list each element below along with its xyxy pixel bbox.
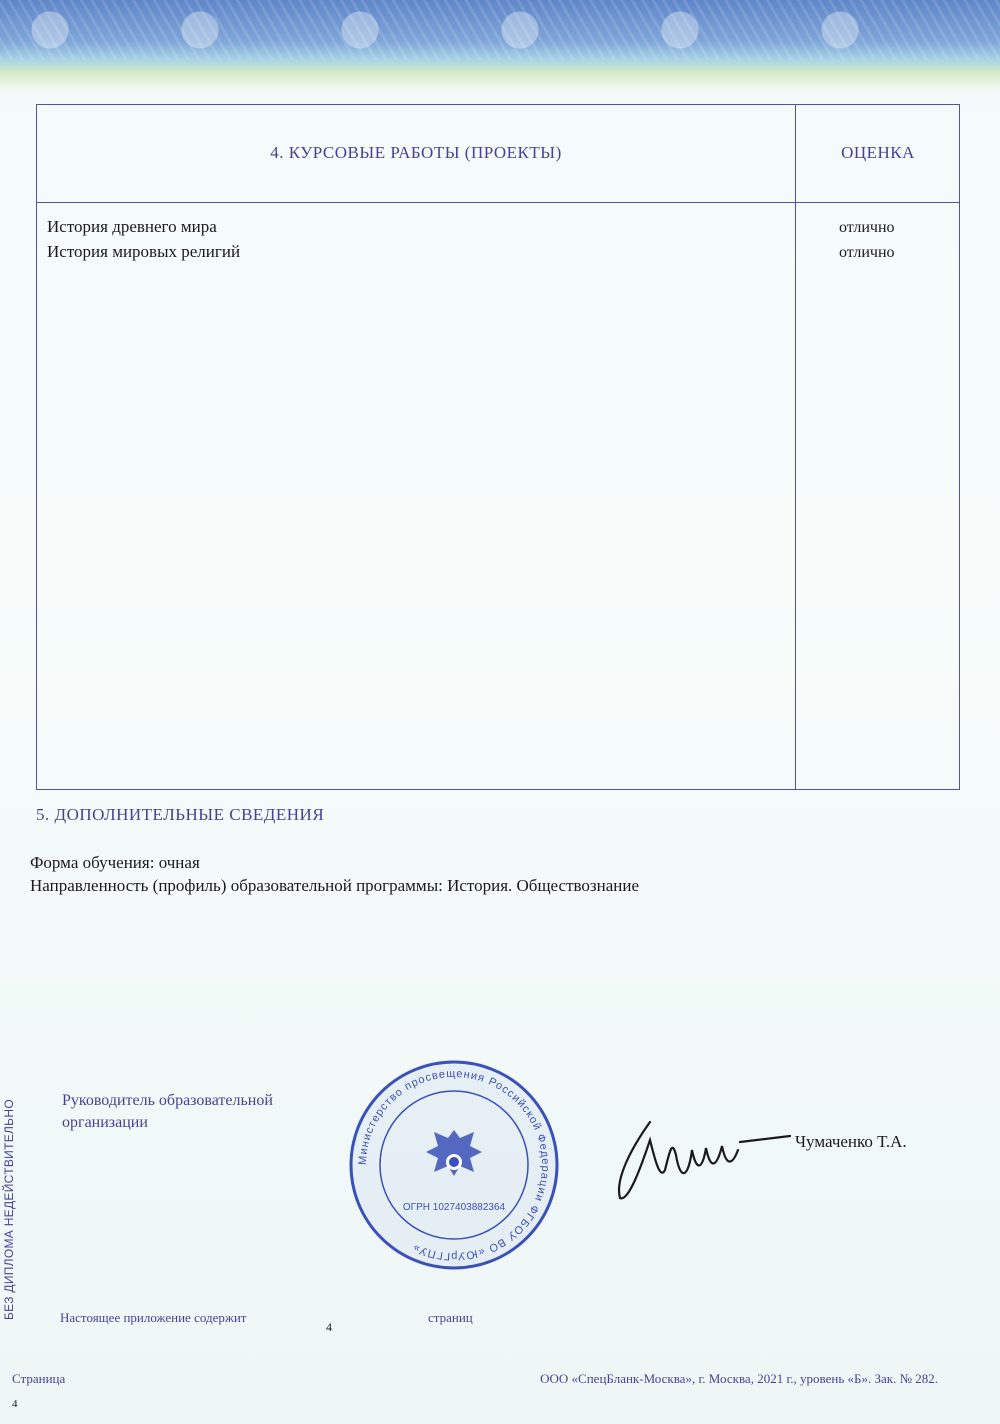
seal-ring-text: Министерство просвещения Российской Федерации ФГБОУ ВО «ЮУрГГПУ» [356, 1067, 552, 1263]
pages-note-label: Настоящее приложение содержит [60, 1310, 247, 1325]
coursework-section-title: 4. КУРСОВЫЕ РАБОТЫ (ПРОЕКТЫ) [270, 143, 562, 162]
signatory-name: Чумаченко Т.А. [795, 1132, 907, 1151]
coursework-table [36, 104, 960, 790]
seal-inner-text: ОГРН 1027403882364 [402, 1202, 506, 1213]
pages-note-word: страниц [428, 1310, 473, 1325]
course-name: История мировых религий [47, 242, 241, 261]
grade-column-header: ОЦЕНКА [841, 143, 915, 162]
signature-mark [610, 1110, 795, 1210]
signatory-role-line1: Руководитель образовательной [62, 1092, 273, 1109]
official-seal [345, 1060, 563, 1270]
security-pattern-band [0, 0, 1000, 92]
coursework-table-header [37, 105, 959, 203]
coursework-rows [47, 217, 951, 267]
course-grade: отлично [839, 219, 895, 236]
table-row [47, 217, 951, 242]
study-form-line: Форма обучения: очная [30, 853, 200, 872]
program-profile-line: Направленность (профиль) образовательной программы: История. Обществознание [30, 876, 640, 895]
additional-info [30, 851, 639, 897]
additional-info-title: 5. ДОПОЛНИТЕЛЬНЫЕ СВЕДЕНИЯ [36, 805, 325, 824]
signatory-role [62, 1090, 273, 1134]
footer-page-number: 4 [12, 1398, 18, 1410]
course-grade: отлично [839, 244, 895, 261]
column-divider [795, 105, 796, 789]
printer-imprint: ООО «СпецБланк-Москва», г. Москва, 2021 г., уровень «Б». Зак. № 282. [540, 1371, 938, 1386]
validity-note: БЕЗ ДИПЛОМА НЕДЕЙСТВИТЕЛЬНО [2, 1099, 16, 1320]
table-row [47, 242, 951, 267]
signatory-role-line2: организации [62, 1114, 148, 1131]
pages-count: 4 [326, 1320, 332, 1334]
footer-page-label: Страница [12, 1371, 66, 1386]
course-name: История древнего мира [47, 217, 217, 236]
